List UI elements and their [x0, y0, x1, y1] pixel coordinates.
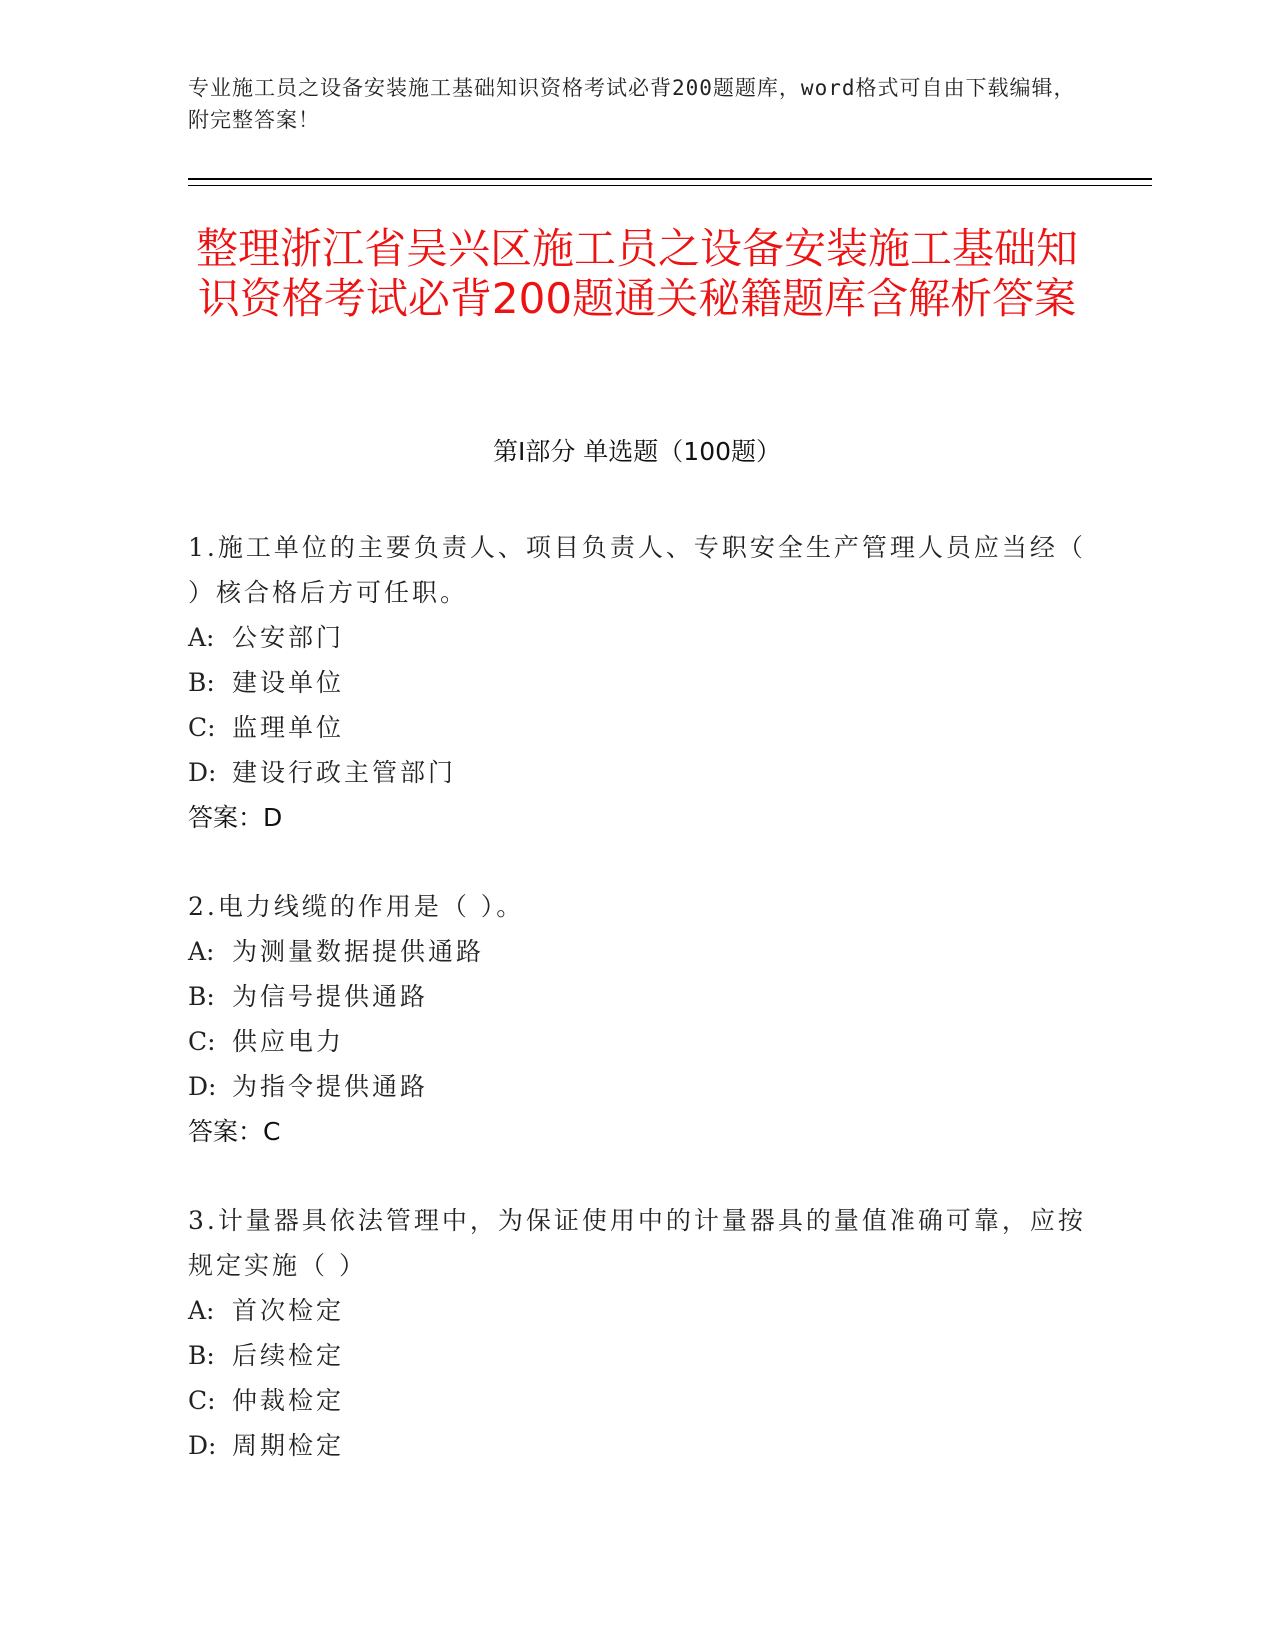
option-c: [188, 705, 1088, 750]
option-b: [188, 974, 1088, 1019]
option-d: [188, 1064, 1088, 1109]
option-d: [188, 1423, 1088, 1468]
header-rule-thick: [188, 178, 1152, 180]
option-b: [188, 660, 1088, 705]
option-b: [188, 1333, 1088, 1378]
option-text: 为信号提供通路: [232, 982, 429, 1011]
option-key: A:: [188, 1296, 215, 1325]
option-key: B:: [188, 1341, 215, 1370]
question-stem: 2.电力线缆的作用是（ ）。: [188, 892, 525, 921]
option-text: 公安部门: [232, 623, 345, 652]
option-key: D:: [188, 1072, 217, 1101]
option-text: 建设行政主管部门: [232, 758, 457, 787]
option-text: 仲裁检定: [232, 1386, 345, 1415]
section-title: 第I部分 单选题（100题）: [492, 437, 782, 466]
option-a: [188, 615, 1088, 660]
option-text: 供应电力: [232, 1027, 345, 1056]
option-text: 为测量数据提供通路: [232, 937, 485, 966]
question-3: [188, 1198, 1088, 1468]
option-key: C:: [188, 1027, 216, 1056]
option-key: B:: [188, 982, 215, 1011]
option-text: 建设单位: [232, 668, 345, 697]
option-text: 监理单位: [232, 713, 345, 742]
option-key: A:: [188, 623, 215, 652]
option-key: D:: [188, 1431, 217, 1460]
option-text: 首次检定: [232, 1296, 345, 1325]
option-c: [188, 1019, 1088, 1064]
question-list: [188, 525, 1088, 1512]
question-1: [188, 525, 1088, 840]
option-key: D:: [188, 758, 217, 787]
option-key: C:: [188, 713, 216, 742]
answer: 答案：D: [188, 803, 283, 832]
option-text: 为指令提供通路: [232, 1072, 429, 1101]
question-stem: 3.计量器具依法管理中，为保证使用中的计量器具的量值准确可靠，应按规定实施（ ）: [188, 1206, 1086, 1280]
option-a: [188, 929, 1088, 974]
option-key: B:: [188, 668, 215, 697]
option-text: 后续检定: [232, 1341, 345, 1370]
question-2: [188, 884, 1088, 1154]
option-a: [188, 1288, 1088, 1333]
option-d: [188, 750, 1088, 795]
document-title: 整理浙江省吴兴区施工员之设备安装施工基础知识资格考试必背200题通关秘籍题库含解析答案: [195, 224, 1078, 323]
answer: 答案：C: [188, 1117, 281, 1146]
option-text: 周期检定: [232, 1431, 345, 1460]
question-stem: 1.施工单位的主要负责人、项目负责人、专职安全生产管理人员应当经（ ）核合格后方可任职。: [188, 533, 1086, 607]
option-key: C:: [188, 1386, 216, 1415]
option-c: [188, 1378, 1088, 1423]
header-rule-thin: [188, 185, 1152, 186]
header-note: 专业施工员之设备安装施工基础知识资格考试必背200题题库，word格式可自由下载编辑，附完整答案！: [188, 76, 1076, 132]
option-key: A:: [188, 937, 215, 966]
